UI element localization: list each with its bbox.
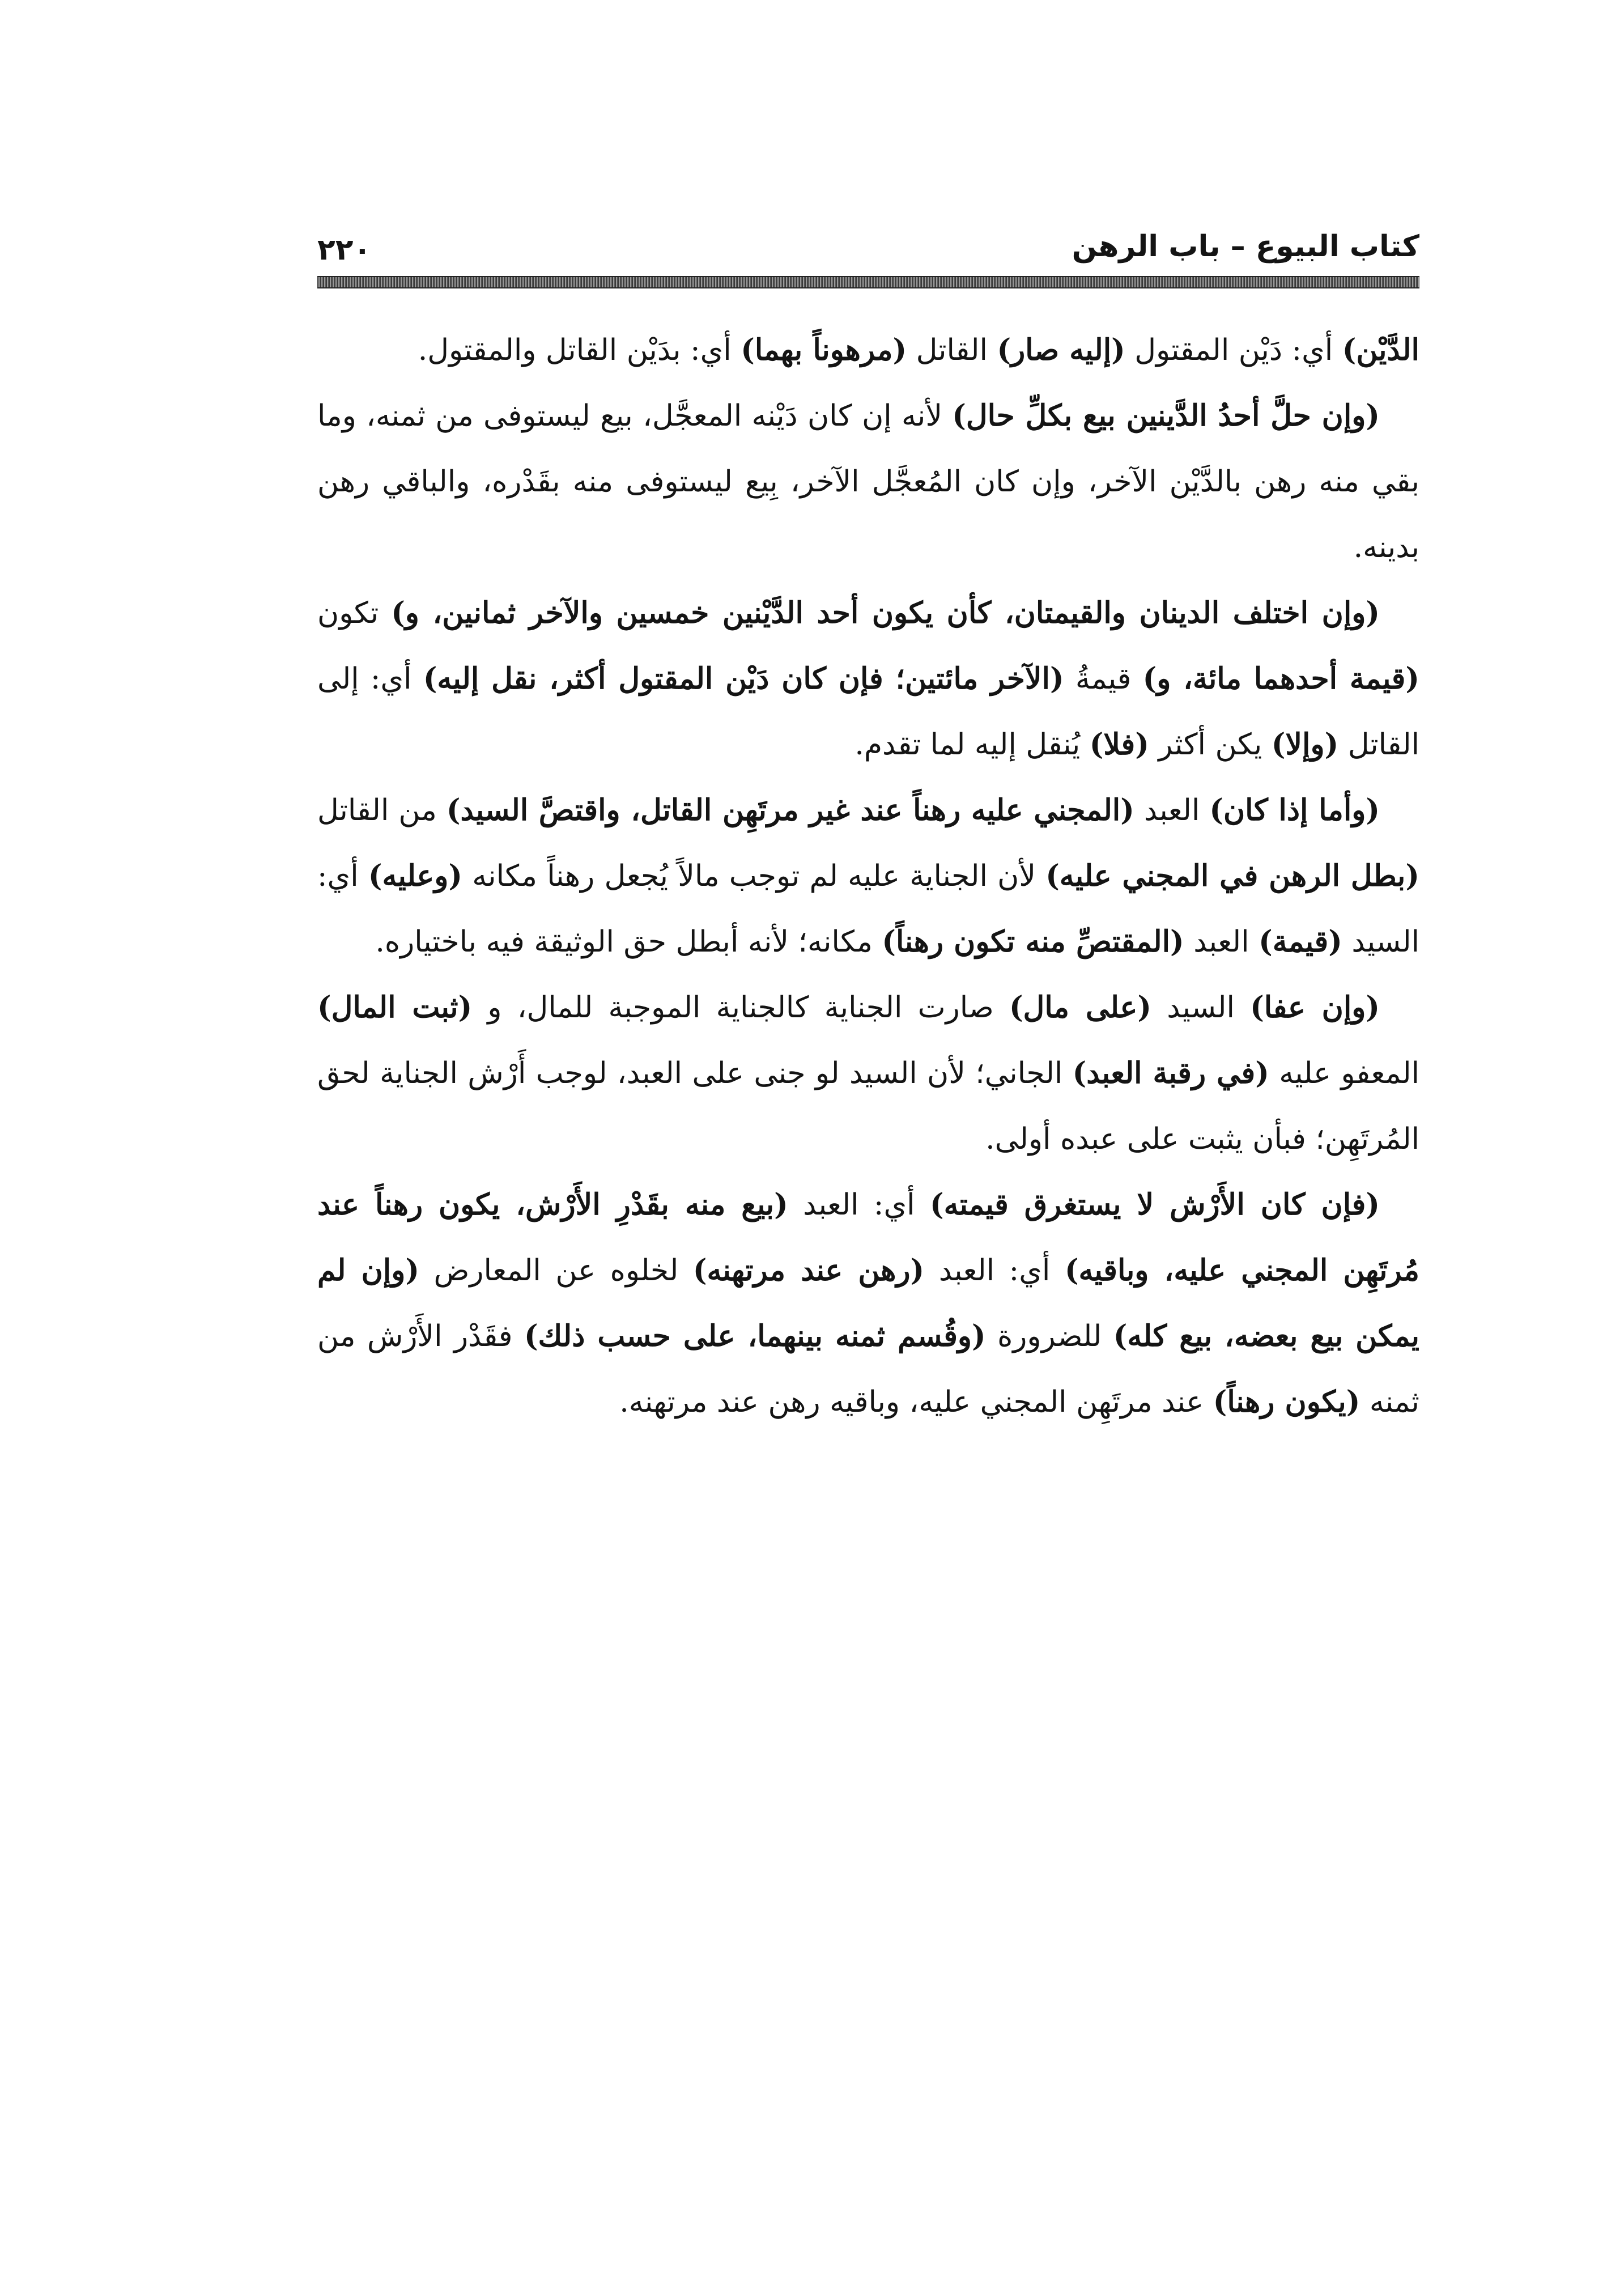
matn-text: (بيع منه بقَدْرِ الأَرْش، يكون رهناً عند مُرتَهِن المجني عليه، وباقيه) <box>317 1187 1419 1288</box>
matn-text: (ثبت المال) <box>317 990 473 1025</box>
paragraph <box>317 778 1419 975</box>
sharh-text: صارت الجناية كالجناية الموجبة للمال، و <box>472 991 1009 1025</box>
header-rule <box>317 276 1419 288</box>
matn-text: (وقُسم ثمنه بينهما، على حسب ذلك) <box>524 1319 986 1353</box>
matn-text: (قيمة) <box>1259 924 1342 959</box>
running-header <box>317 224 1419 286</box>
sharh-text: أي: بدَيْن القاتل والمقتول. <box>418 333 741 367</box>
matn-text: (وإن عفا) <box>1250 990 1380 1025</box>
sharh-text: العبد <box>1184 925 1259 959</box>
matn-text: (وإن لم يمكن بيع بعضه، بيع كله) <box>317 1253 1420 1353</box>
sharh-text: أي: السيد <box>317 859 1419 959</box>
chapter-title: كتاب البيوع – باب الرهن <box>1072 230 1419 264</box>
sharh-text: القاتل <box>907 333 997 367</box>
sharh-text: مكانه؛ لأنه أبطل حق الوثيقة فيه باختياره. <box>375 925 882 959</box>
matn-text: (وعليه) <box>368 859 463 893</box>
matn-text: (وإن حلَّ أحدُ الدَّينين بيع بكلِّ حال) <box>952 398 1380 433</box>
sharh-text: يُنقل إليه لما تقدم. <box>854 728 1090 762</box>
matn-text: (رهن عند مرتهنه) <box>692 1253 925 1288</box>
sharh-text: قيمةُ <box>1064 662 1143 696</box>
matn-text: (الآخر مائتين؛ فإن كان دَيْن المقتول أكثر، نقل إليه) <box>423 661 1064 696</box>
matn-text: (يكون رهناً) <box>1213 1385 1361 1419</box>
sharh-text: من القاتل <box>317 793 447 827</box>
matn-text: الدَّيْن) <box>1342 333 1419 367</box>
matn-text: (المجني عليه رهناً عند غير مرتَهِن القاتل، واقتصَّ السيد) <box>446 793 1134 827</box>
matn-text: (إليه صار) <box>997 333 1125 367</box>
matn-text: (قيمة أحدهما مائة، و) <box>1142 661 1419 696</box>
paragraph <box>317 580 1419 778</box>
sharh-text: أي: دَيْن المقتول <box>1125 333 1342 367</box>
sharh-text: تكون <box>317 596 392 630</box>
sharh-text: يكن أكثر <box>1149 728 1272 762</box>
paragraph <box>317 1172 1419 1435</box>
sharh-text: الجاني؛ لأن السيد لو جنى على العبد، لوجب أَرْش الجناية لحق المُرتَهِن؛ فبأن يثبت على عبده أولى. <box>317 1056 1419 1156</box>
matn-text: (المقتصِّ منه تكون رهناً) <box>882 924 1184 959</box>
page-number: ٢٢٠ <box>317 233 372 267</box>
matn-text: (فلا) <box>1089 727 1149 762</box>
sharh-text: السيد <box>1151 991 1251 1025</box>
sharh-text: فقَدْر الأَرْش من ثمنه <box>317 1319 1419 1419</box>
sharh-text: لأنه إن كان دَيْنه المعجَّل، بيع ليستوفى من ثمنه، وما بقي منه رهن بالدَّيْن الآخر، وإن كان المُعجَّل الآخر، بِيع ليستوفى منه بقَدْره، والباقي رهن بدينه. <box>317 399 1419 564</box>
body-text <box>317 317 1419 1435</box>
matn-text: (وإلا) <box>1271 727 1339 762</box>
sharh-text: للضرورة <box>985 1319 1113 1353</box>
paragraph <box>317 975 1419 1172</box>
sharh-text: لأن الجناية عليه لم توجب مالاً يُجعل رهناً مكانه <box>462 859 1046 893</box>
matn-text: (على مال) <box>1009 990 1152 1025</box>
sharh-text: العبد <box>1134 793 1210 827</box>
matn-text: (في رقبة العبد) <box>1072 1056 1269 1090</box>
matn-text: (وإن اختلف الدينان والقيمتان، كأن يكون أحد الدَّيْنين خمسين والآخر ثمانين، و) <box>391 596 1380 630</box>
matn-text: (وأما إذا كان) <box>1209 793 1380 827</box>
paragraph <box>317 383 1419 580</box>
matn-text: (فإن كان الأَرْش لا يستغرق قيمته) <box>930 1187 1380 1222</box>
sharh-text: أي: العبد <box>924 1254 1065 1288</box>
matn-text: (مرهوناً بهما) <box>741 333 907 367</box>
sharh-text: أي: العبد <box>788 1188 930 1222</box>
paragraph <box>317 317 1419 383</box>
sharh-text: لخلوه عن المعارض <box>419 1254 693 1288</box>
sharh-text: عند مرتَهِن المجني عليه، وباقيه رهن عند مرتهنه. <box>619 1385 1213 1419</box>
matn-text: (بطل الرهن في المجني عليه) <box>1045 859 1419 893</box>
sharh-text: المعفو عليه <box>1269 1056 1419 1090</box>
sharh-text: أي: إلى القاتل <box>317 662 1419 762</box>
